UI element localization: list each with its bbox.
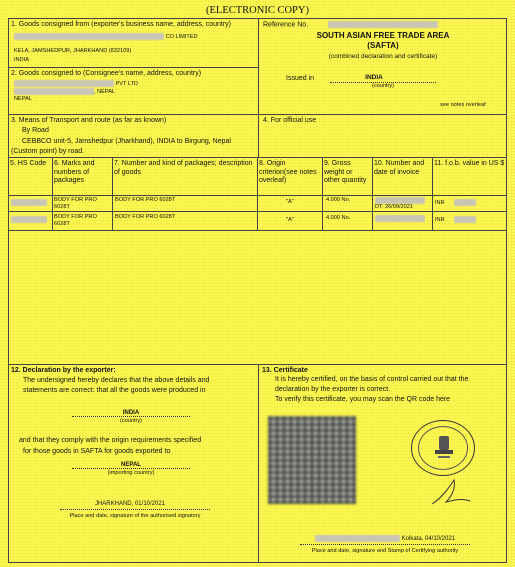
emblem-icon [430,432,458,464]
box2-label: 2. Goods consigned to (Consignee's name, address, country) [11,70,202,77]
box12-label: 12. Declaration by the exporter: [11,367,116,374]
issued-in-caption: (country) [371,83,395,89]
importing-country-caption: (importing country) [107,470,155,476]
redacted-text [14,80,114,87]
box13-label: 13. Certificate [262,367,308,374]
transport-mode: By Road [22,127,49,134]
box1-label: 1. Goods consigned from (exporter's business name, address, country) [11,21,231,28]
divider [8,67,258,68]
row2-origin: "A" [286,217,294,223]
col-invoice: 10. Number and date of invoice [374,160,425,176]
certifier-signature-caption: Place and date, signature and Stamp of Certifying authority [311,548,459,554]
row1-quantity: 4.000 No. [326,197,351,203]
redacted-text [11,216,47,223]
divider [322,157,323,230]
redacted-text [454,199,476,206]
exporter-place-date: JHARKHAND, 01/10/2021 [94,501,166,507]
divider [257,157,258,230]
divider [372,157,373,230]
certifier-place-date: Kolkata, 04/10/2021 [300,535,470,543]
see-notes: see notes overleaf [440,102,486,108]
redacted-text [11,199,47,206]
origin-country-caption: (country) [119,418,143,424]
exporter-address: KELA, JAMSHEDPUR, JHARKHAND (832109) [14,48,132,54]
redacted-text [315,535,400,542]
row1-origin: "A" [286,199,294,205]
col-fob: 11. f.o.b. value in US $ [434,160,505,167]
qr-code[interactable] [268,416,356,504]
declaration-text-3: and that they comply with the origin requirements specified [19,437,202,444]
redacted-text [14,33,164,40]
origin-country-line [72,416,190,417]
importing-country: NEPAL [121,462,141,468]
origin-country: INDIA [122,410,140,416]
row2-marks: BODY FOR PRO 6028T [54,214,97,227]
row1-description: BODY FOR PRO 6028T [115,197,176,203]
signature-icon [428,476,472,508]
exporter-name: CO LIMITED [14,33,198,41]
exporter-signature-caption: Place and date, signature of the authorised signatory [69,513,201,519]
safta-title: SOUTH ASIAN FREE TRADE AREA [316,31,450,40]
declaration-text-4: for those goods in SAFTA for goods exported to [23,448,171,455]
consignee-country: NEPAL [14,96,32,102]
transport-route-cont: (Custom point) by road. [11,148,85,155]
col-hs-code: 5. HS Code [10,160,47,167]
certifier-signature-line [300,544,470,545]
issued-in-value: INDIA [365,74,383,81]
row2-quantity: 4.000 No. [326,215,351,221]
divider [8,230,507,231]
redacted-text [454,216,476,223]
issued-in-label: Issued in [286,75,315,82]
exporter-country: INDIA [14,57,29,63]
box4-label: 4. For official use [263,117,317,124]
row1-marks: BODY FOR PRO 6028T [54,197,97,210]
col-marks: 6. Marks and numbers of packages [54,160,95,184]
divider [8,114,258,115]
exporter-signature-line [60,509,210,510]
divider [52,157,53,230]
divider [112,157,113,230]
declaration-text-1: The undersigned hereby declares that the above details and [23,377,210,384]
divider [432,157,433,230]
electronic-copy-title: (ELECTRONIC COPY) [206,5,309,16]
row2-fob: INR [435,216,476,224]
col-weight: 9. Gross weight or other quantity [324,160,367,184]
redacted-text [328,21,438,28]
redacted-text [375,197,425,204]
row1-fob: INR [435,199,476,207]
row2-description: BODY FOR PRO 6028T [115,214,176,220]
consignee-address: , NEPAL [14,88,115,96]
certificate-text-3: To verify this certificate, you may scan the QR code here [275,396,451,403]
box3-label: 3. Means of Transport and route (as far as known) [11,117,167,124]
importing-country-line [72,468,190,469]
safta-caption: (combined declaration and certificate) [328,53,438,60]
consignee-name: PVT LTD [14,80,138,88]
divider [258,114,507,115]
col-description: 7. Number and kind of packages; description of goods [114,160,253,176]
row1-invoice-date: DT: 26/09/2021 [375,204,413,210]
certificate-text-2: declaration by the exporter is correct. [275,386,391,393]
redacted-text [14,88,94,95]
safta-subtitle: (SAFTA) [367,41,399,50]
redacted-text [375,215,425,222]
transport-route: CEBBCO unit-5, Jamshedpur (Jharkhand), INDIA to Birgung, Nepal [22,138,231,145]
reference-label: Reference No. [263,21,438,30]
col-origin: 8. Origin criterion(see notes overleaf) [259,160,317,184]
certificate-text-1: It is hereby certified, on the basis of control carried out that the [275,376,469,383]
declaration-text-2: statements are correct: that all the goods were produced in [23,387,206,394]
divider [258,364,259,563]
